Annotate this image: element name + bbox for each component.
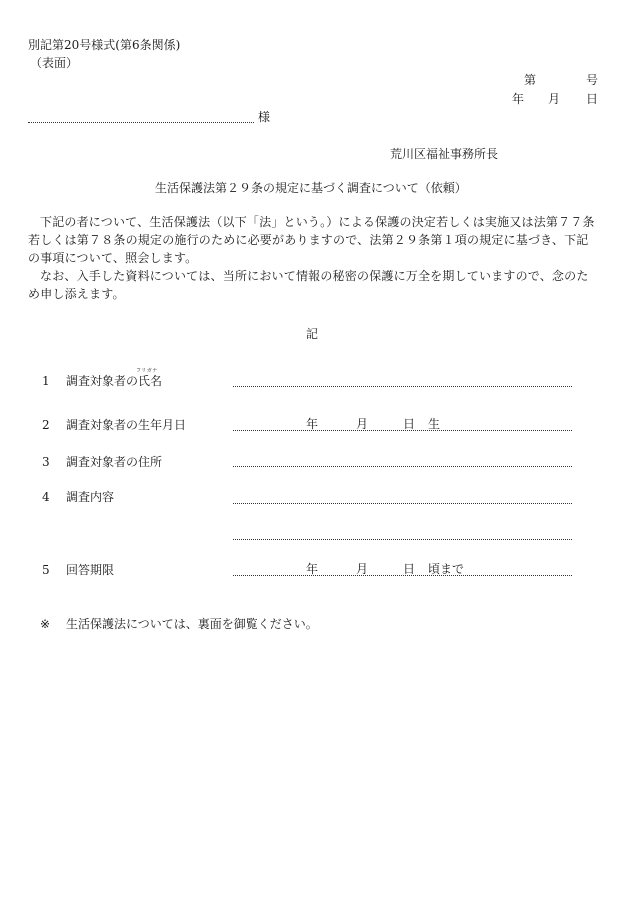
item-3-fill-line (233, 466, 572, 467)
item-1-fill-line (233, 386, 572, 387)
body-paragraph-1: 下記の者について、生活保護法（以下「法」という。）による保護の決定若しくは実施又は法第７７条若しくは第７８条の規定の施行のために必要がありますので、法第２９条第１項の規定に基づき、下記の事項について、照会します。 (28, 215, 595, 265)
item-4-label: 調査内容 (66, 490, 115, 504)
body-paragraph-2: なお、入手した資料については、当所において情報の秘密の保護に万全を期していますので、念のため申し添えます。 (28, 269, 589, 301)
addressee-sama: 様 (258, 110, 271, 124)
item-2-suffix: 生 (428, 417, 441, 431)
item-4-fill-line-2 (233, 539, 572, 540)
note-mark: ※ (40, 617, 51, 631)
sender: 荒川区福祉事務所長 (390, 147, 499, 161)
item-4-fill-line-1 (233, 503, 572, 504)
item-5-year: 年 (306, 562, 319, 576)
item-1-number: 1 (42, 374, 50, 388)
number-go: 号 (586, 73, 599, 87)
side-label: （表面） (30, 56, 79, 70)
number-dai: 第 (524, 73, 537, 87)
item-2-month: 月 (356, 417, 369, 431)
item-3-label: 調査対象者の住所 (66, 455, 163, 469)
item-1-furigana: フリガナ (136, 368, 158, 374)
form-number: 別記第20号様式(第6条関係) (28, 38, 181, 52)
item-1-label: 調査対象者の氏名 (66, 374, 163, 388)
item-2-year: 年 (306, 417, 319, 431)
item-5-month: 月 (356, 562, 369, 576)
item-2-number: 2 (42, 418, 50, 432)
date-month: 月 (548, 92, 561, 106)
note-text: 生活保護法については、裏面を御覧ください。 (66, 617, 318, 631)
item-5-number: 5 (42, 563, 50, 577)
ki-heading: 記 (306, 327, 319, 341)
item-2-day: 日 (403, 417, 416, 431)
item-3-number: 3 (42, 455, 50, 469)
item-5-suffix: 頃まで (428, 562, 465, 576)
date-year: 年 (512, 92, 525, 106)
item-2-label: 調査対象者の生年月日 (66, 418, 187, 432)
item-4-number: 4 (42, 490, 50, 504)
addressee-dotted-line (28, 122, 254, 123)
item-5-day: 日 (403, 562, 416, 576)
date-day: 日 (586, 92, 599, 106)
item-5-label: 回答期限 (66, 563, 115, 577)
document-title: 生活保護法第２９条の規定に基づく調査について（依頼） (155, 181, 467, 195)
